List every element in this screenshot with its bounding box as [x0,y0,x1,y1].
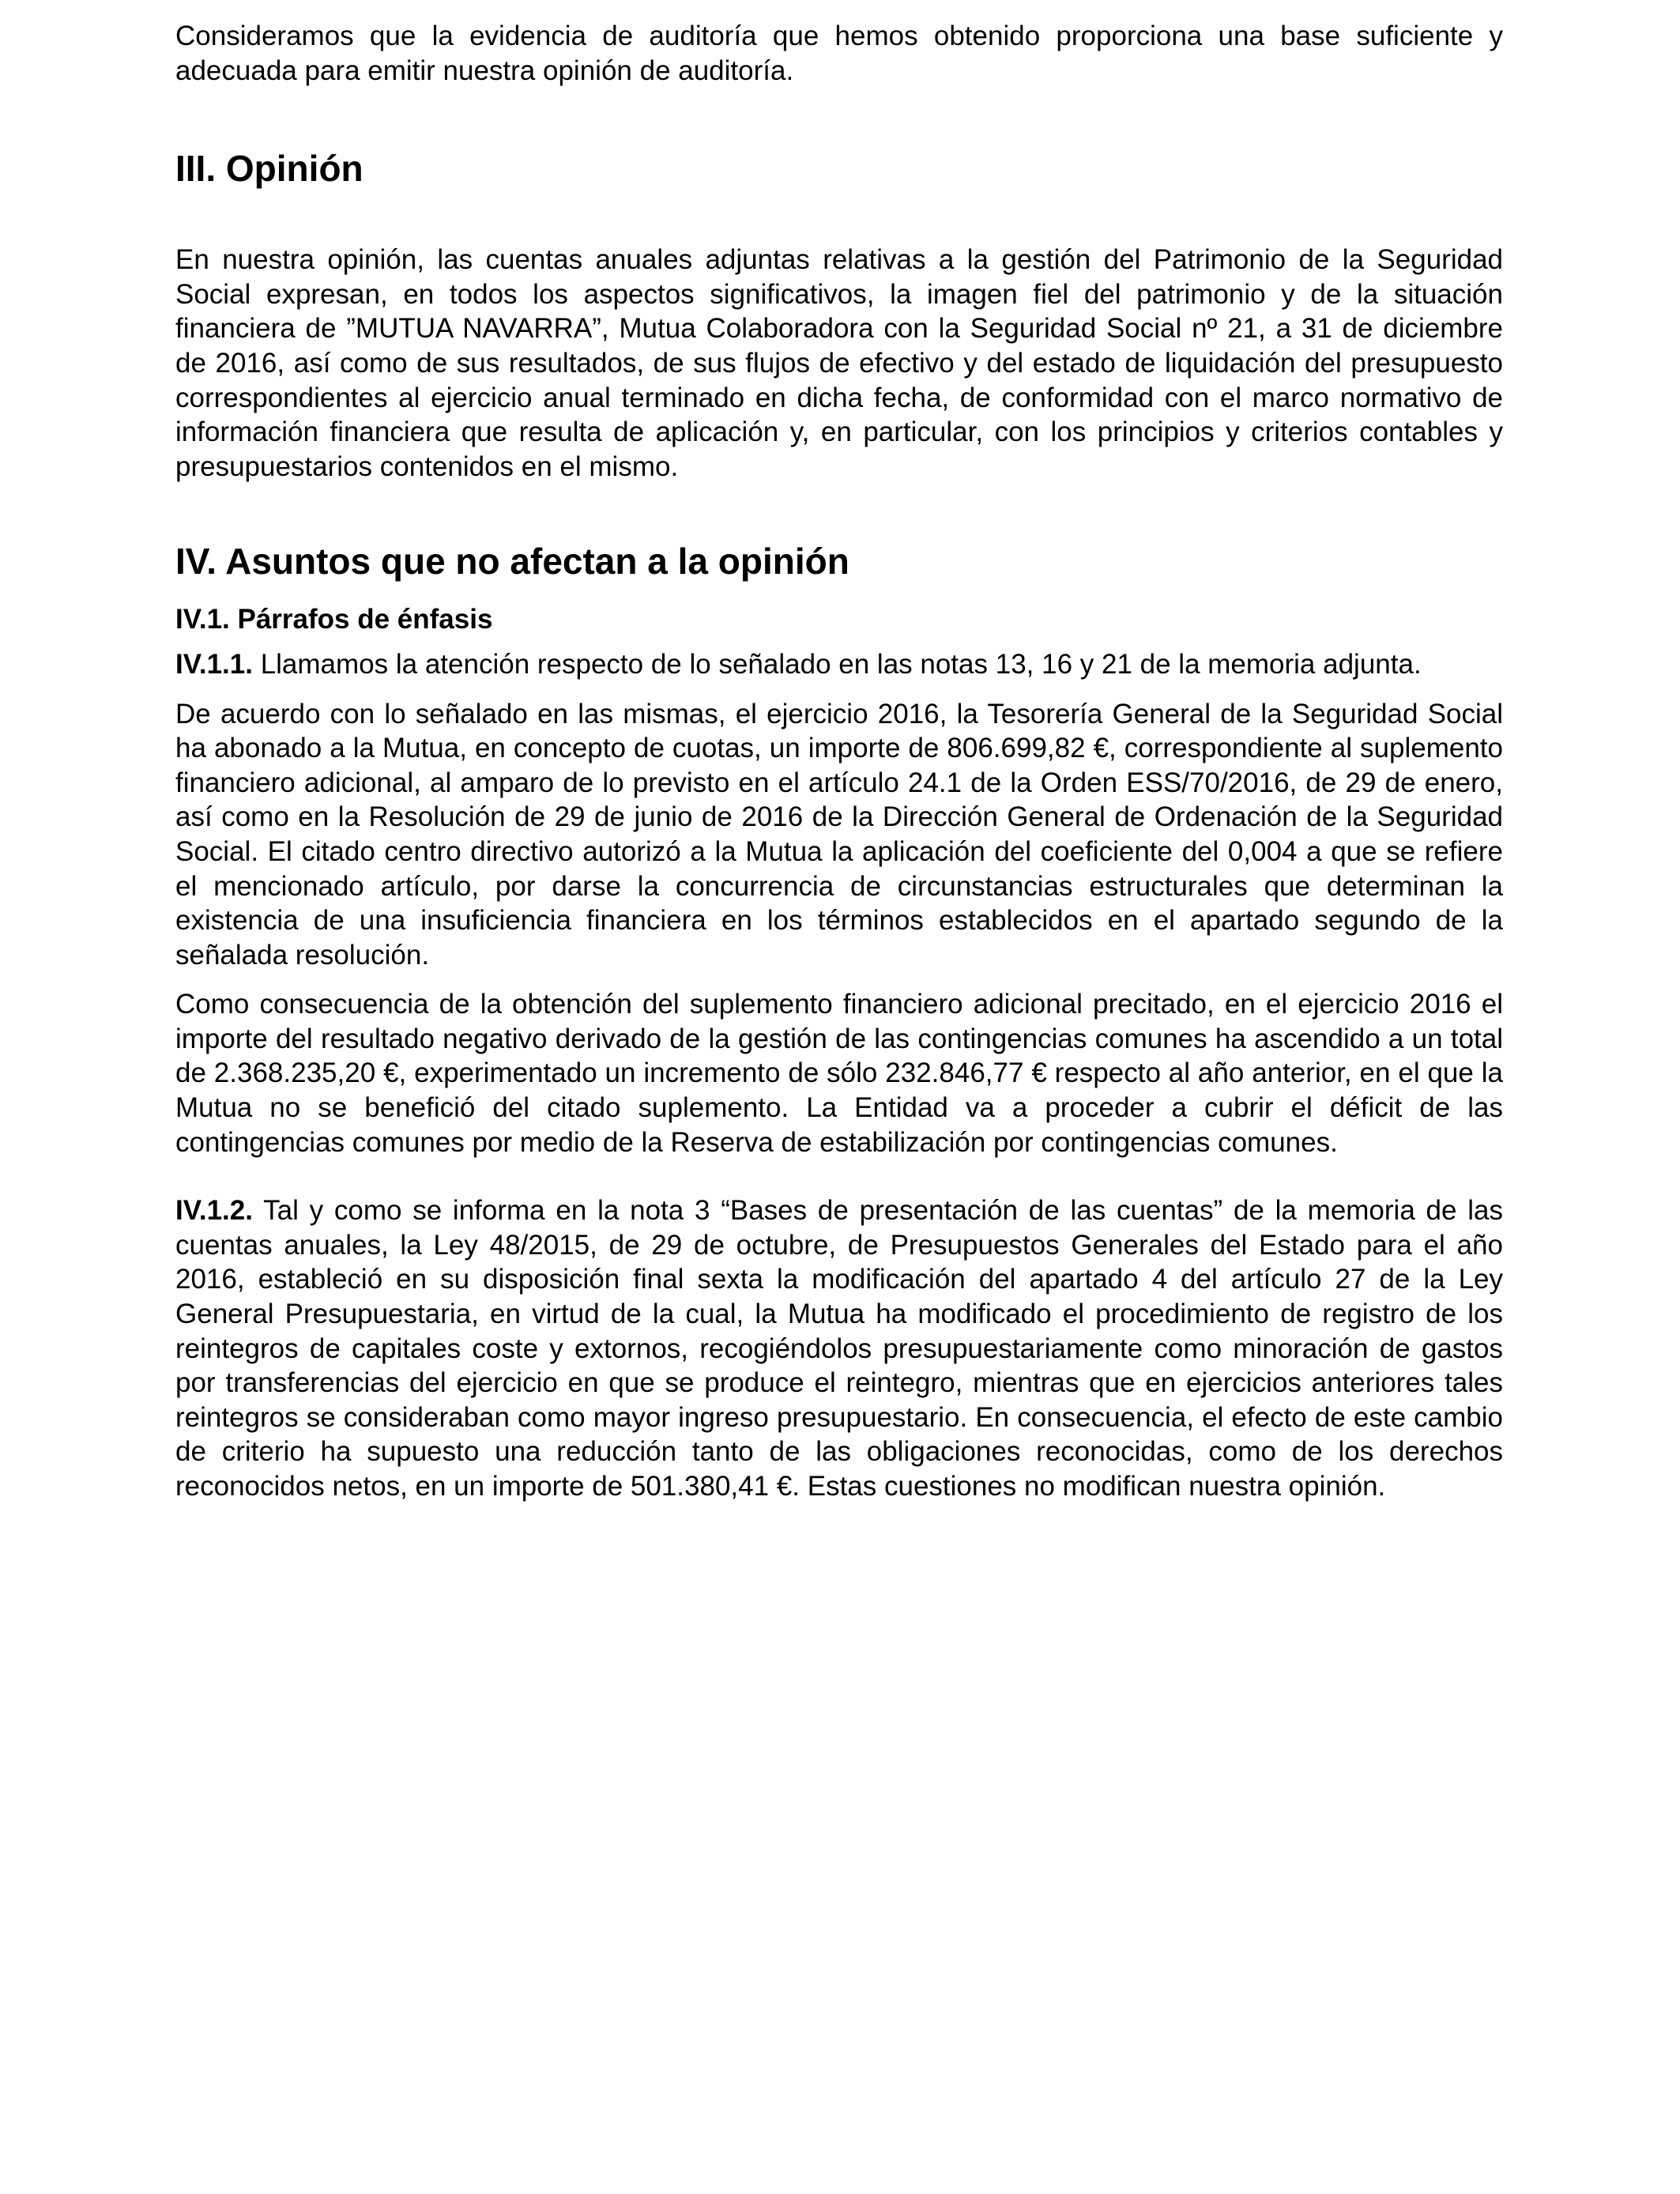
paragraph-supplement: De acuerdo con lo señalado en las mismas, el ejercicio 2016, la Tesorería General de la Seguridad Social ha abonado a la Mutua, en concepto de cuotas, un importe de 806.699,82 €, correspondiente al suplemento financiero adicional, al amparo de lo previsto en el artículo 24.1 de la Orden ESS/70/2016, de 29 de enero, así como en la Resolución de 29 de junio de 2016 de la Dirección General de Ordenación de la Seguridad Social. El citado centro directivo autorizó a la Mutua la aplicación del coeficiente del 0,004 a que se refiere el mencionado artículo, por darse la concurrencia de circunstancias estructurales que determinan la existencia de una insuficiencia financiera en los términos establecidos en el apartado segundo de la señalada resolución. [175,698,1503,971]
section-heading-opinion: III. Opinión [175,148,363,190]
paragraph-consequence: Como consecuencia de la obtención del suplemento financiero adicional precitado, en el ejercicio 2016 el importe del resultado negativo derivado de la gestión de las contingencias comunes ha ascendido a un total de 2.368.235,20 €, experimentado un incremento de sólo 232.846,77 € respecto al año anterior, en el que la Mutua no se benefició del citado suplemento. La Entidad va a proceder a cubrir el déficit de las contingencias comunes por medio de la Reserva de estabilización por contingencias comunes. [175,989,1503,1158]
paragraph-iv-1-1 [175,647,1503,682]
page-content [175,19,1503,1504]
subheading-emphasis: IV.1. Párrafos de énfasis [175,604,493,635]
paragraph-text: Llamamos la atención respecto de lo señalado en las notas 13, 16 y 21 de la memoria adjunta. [252,648,1422,680]
paragraph-iv-1-2 [175,1193,1503,1503]
paragraph-text: Tal y como se informa en la nota 3 “Bases de presentación de las cuentas” de la memoria de las cuentas anuales, la Ley 48/2015, de 29 de octubre, de Presupuestos Generales del Estado para el año 2016, estableció en su disposición final sexta la modificación del apartado 4 del artículo 27 de la Ley General Presupuestaria, en virtud de la cual, la Mutua ha modificado el procedimiento de registro de los reintegros de capitales coste y extornos, recogiéndolos presupuestariamente como minoración de gastos por transferencias del ejercicio en que se produce el reintegro, mientras que en ejercicios anteriores tales reintegros se consideraban como mayor ingreso presupuestario. En consecuencia, el efecto de este cambio de criterio ha supuesto una reducción tanto de las obligaciones reconocidas, como de los derechos reconocidos netos, en un importe de 501.380,41 €. Estas cuestiones no modifican nuestra opinión. [175,1195,1503,1502]
section-heading-matters: IV. Asuntos que no afectan a la opinión [175,541,849,582]
paragraph-label: IV.1.1. [175,648,253,680]
paragraph-label: IV.1.2. [175,1195,253,1227]
opinion-paragraph: En nuestra opinión, las cuentas anuales adjuntas relativas a la gestión del Patrimonio de la Seguridad Social expresan, en todos los aspectos significativos, la imagen fiel del patrimonio y de la situación financiera de ”MUTUA NAVARRA”, Mutua Colaboradora con la Seguridad Social nº 21, a 31 de diciembre de 2016, así como de sus resultados, de sus flujos de efectivo y del estado de liquidación del presupuesto correspondientes al ejercicio anual terminado en dicha fecha, de conformidad con el marco normativo de información financiera que resulta de aplicación y, en particular, con los principios y criterios contables y presupuestarios contenidos en el mismo. [175,244,1503,482]
intro-paragraph: Consideramos que la evidencia de auditoría que hemos obtenido proporciona una base suficiente y adecuada para emitir nuestra opinión de auditoría. [175,21,1503,86]
